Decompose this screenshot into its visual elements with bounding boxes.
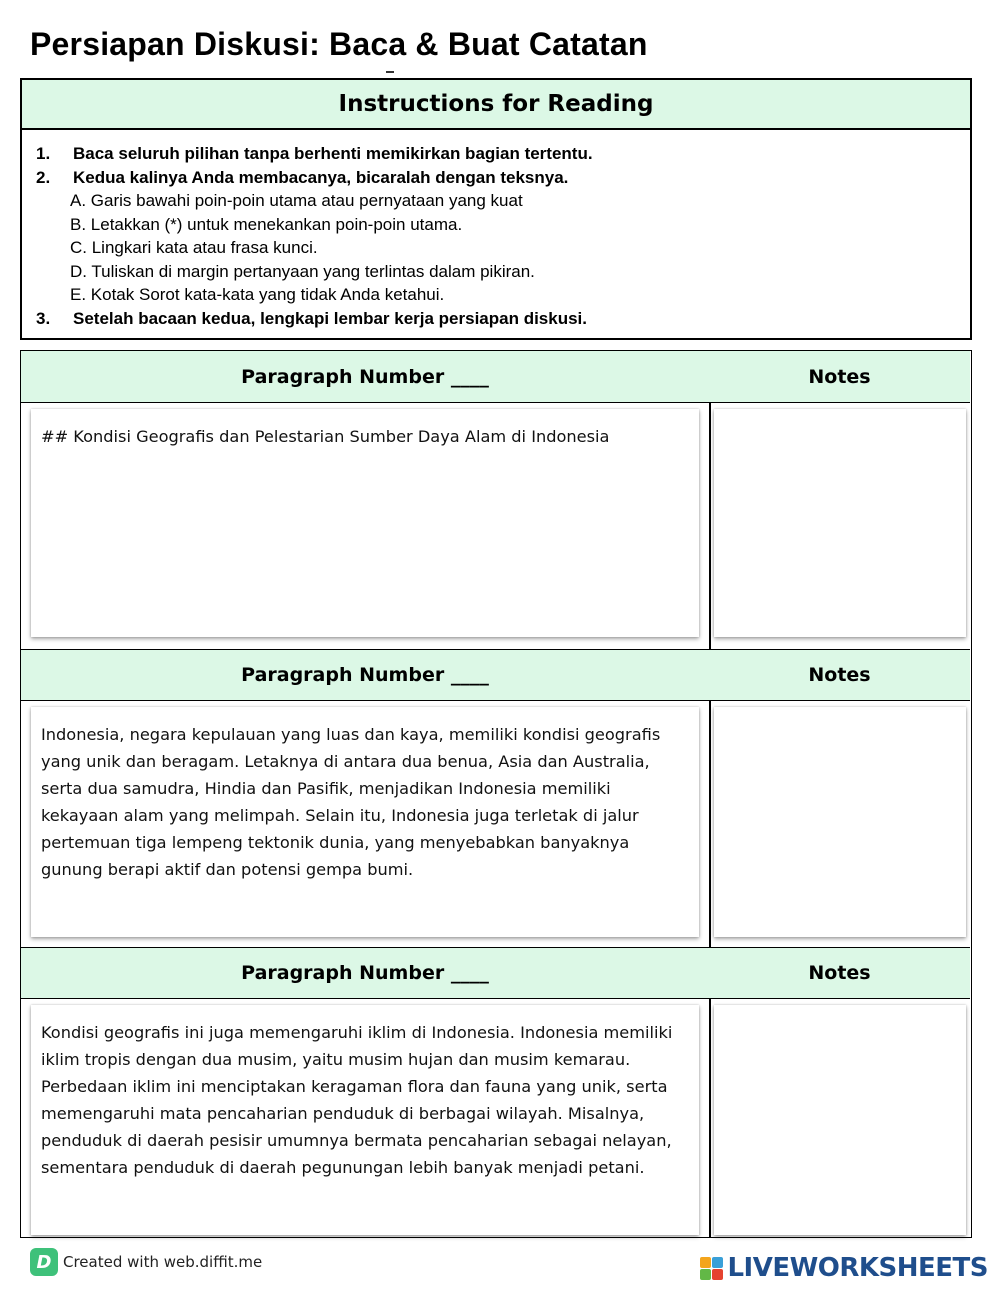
- paragraph-number-label: Paragraph Number ____: [241, 962, 489, 984]
- page-title: Persiapan Diskusi: Baca & Buat Catatan: [30, 26, 648, 62]
- liveworksheets-wordmark: LIVEWORKSHEETS: [727, 1253, 988, 1283]
- instruction-sub-step: B. Letakkan (*) untuk menekankan poin-poin utama.: [70, 214, 463, 234]
- notes-input-box[interactable]: [714, 707, 966, 937]
- instructions-list: [22, 130, 970, 330]
- step-text: Baca seluruh pilihan tanpa berhenti memikirkan bagian tertentu.: [73, 144, 593, 163]
- instructions-box: [20, 78, 972, 340]
- instruction-step: [36, 166, 970, 190]
- paragraph-text-box: Indonesia, negara kepulauan yang luas dan kaya, memiliki kondisi geografis yang unik dan beragam. Letaknya di antara dua benua, Asia dan Australia, serta dua samudra, Hindia dan Pasifik, menjadikan Indonesia memiliki kekayaan alam yang melimpah. Selain itu, Indonesia juga terletak di jalur pertemuan tiga lempeng tektonik dunia, yang menyebabkan banyaknya gunung berapi aktif dan potensi gempa bumi.: [31, 707, 699, 937]
- step-text: Kedua kalinya Anda membacanya, bicaralah dengan teksnya.: [73, 167, 569, 187]
- column-divider: [709, 351, 711, 1237]
- section-header: [21, 351, 970, 403]
- diffit-logo-icon: D: [30, 1248, 58, 1276]
- section-header: [21, 947, 970, 999]
- notes-input-box[interactable]: [714, 409, 966, 637]
- notes-label: Notes: [808, 664, 871, 686]
- instruction-step: [36, 142, 970, 166]
- liveworksheets-brand[interactable]: [700, 1253, 988, 1283]
- paragraph-number-label: Paragraph Number ____: [241, 365, 489, 388]
- instructions-header: Instructions for Reading: [22, 80, 970, 130]
- instruction-sub-step: E. Kotak Sorot kata-kata yang tidak Anda ketahui.: [70, 285, 445, 304]
- step-number: 2.: [36, 167, 51, 187]
- created-with-text: Created with web.diffit.me: [63, 1253, 263, 1271]
- paragraph-number-label: Paragraph Number ____: [241, 664, 489, 686]
- instruction-step: [36, 307, 970, 331]
- step-number: 1.: [36, 144, 51, 163]
- instruction-sub-step: D. Tuliskan di margin pertanyaan yang terlintas dalam pikiran.: [70, 261, 535, 281]
- section-header: [21, 649, 970, 701]
- step-number: 3.: [36, 308, 51, 328]
- paragraph-text-box: ## Kondisi Geografis dan Pelestarian Sumber Daya Alam di Indonesia: [31, 409, 699, 637]
- liveworksheets-logo-icon: [700, 1257, 723, 1280]
- worksheet-table: [20, 350, 972, 1238]
- notes-label: Notes: [808, 962, 871, 984]
- notes-input-box[interactable]: [714, 1005, 966, 1235]
- notes-label: Notes: [808, 365, 871, 388]
- step-text: Setelah bacaan kedua, lengkapi lembar kerja persiapan diskusi.: [73, 308, 588, 328]
- paragraph-text-box: Kondisi geografis ini juga memengaruhi iklim di Indonesia. Indonesia memiliki iklim tropis dengan dua musim, yaitu musim hujan dan musim kemarau. Perbedaan iklim ini menciptakan keragaman flora dan fauna yang unik, serta memengaruhi mata pencaharian penduduk di berbagai wilayah. Misalnya, penduduk di daerah pesisir umumnya bermata pencaharian sebagai nelayan, sementara penduduk di daerah pegunungan lebih banyak menjadi petani.: [31, 1005, 699, 1235]
- title-tick-mark: [386, 71, 394, 73]
- instruction-sub-step: A. Garis bawahi poin-poin utama atau pernyataan yang kuat: [70, 191, 523, 210]
- diffit-credit[interactable]: [30, 1248, 262, 1276]
- instruction-sub-step: C. Lingkari kata atau frasa kunci.: [70, 238, 318, 257]
